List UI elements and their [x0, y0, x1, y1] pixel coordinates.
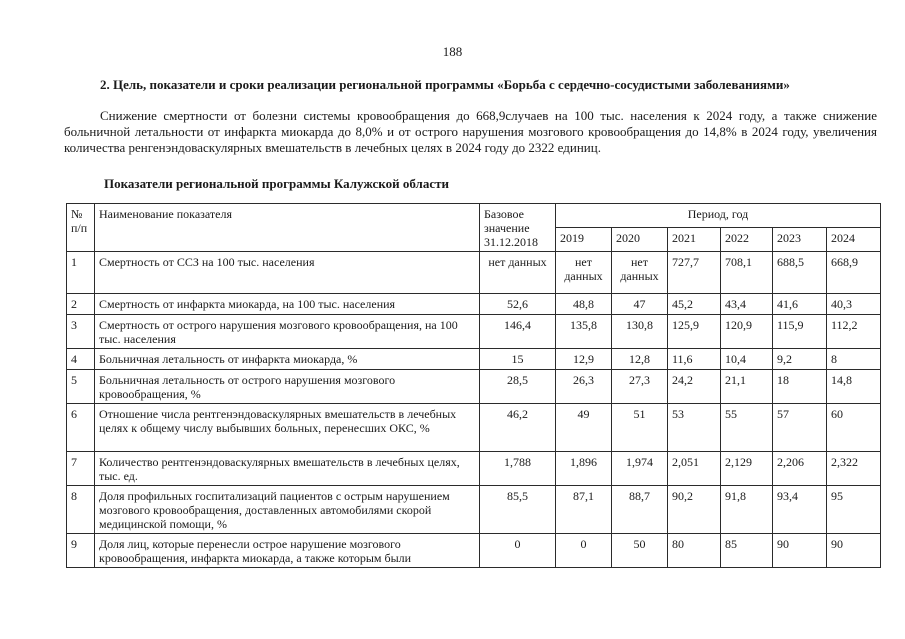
- row-value: 57: [773, 404, 827, 452]
- row-name: Смертность от острого нарушения мозгового кровообращения, на 100 тыс. населения: [95, 315, 480, 349]
- row-value: 120,9: [721, 315, 773, 349]
- table-row: [67, 404, 881, 452]
- table-row: [67, 452, 881, 486]
- page-number: 188: [442, 44, 463, 59]
- row-value: 115,9: [773, 315, 827, 349]
- row-name: Смертность от инфаркта миокарда, на 100 тыс. населения: [95, 294, 480, 315]
- row-value: 10,4: [721, 349, 773, 370]
- row-value: 26,3: [556, 370, 612, 404]
- row-name: Больничная летальность от инфаркта миокарда, %: [95, 349, 480, 370]
- row-name: Больничная летальность от острого нарушения мозгового кровообращения, %: [95, 370, 480, 404]
- row-value: 24,2: [668, 370, 721, 404]
- row-value: 1,896: [556, 452, 612, 486]
- row-number: 6: [67, 404, 95, 452]
- header-year: 2021: [668, 228, 721, 252]
- header-base: Базовое значение 31.12.2018: [480, 204, 556, 252]
- row-name: Доля лиц, которые перенесли острое нарушение мозгового кровообращения, инфаркта миокарда, а также которым были: [95, 534, 480, 568]
- row-value: 11,6: [668, 349, 721, 370]
- section-heading: 2. Цель, показатели и сроки реализации региональной программы «Борьба с сердечно-сосудистыми заболеваниями»: [100, 77, 790, 92]
- row-value: 91,8: [721, 486, 773, 534]
- row-value: 50: [612, 534, 668, 568]
- row-value: 40,3: [827, 294, 881, 315]
- row-value: 112,2: [827, 315, 881, 349]
- row-value: 708,1: [721, 252, 773, 294]
- row-base: нет данных: [480, 252, 556, 294]
- row-base: 146,4: [480, 315, 556, 349]
- row-base: 15: [480, 349, 556, 370]
- row-value: 2,051: [668, 452, 721, 486]
- header-name: Наименование показателя: [95, 204, 480, 252]
- row-value: 93,4: [773, 486, 827, 534]
- row-name: Отношение числа рентгенэндоваскулярных вмешательств в лечебных целях к общему числу выбывших больных, перенесших ОКС, %: [95, 404, 480, 452]
- table-row: [67, 252, 881, 294]
- table-row: [67, 294, 881, 315]
- row-value: 53: [668, 404, 721, 452]
- row-value: 130,8: [612, 315, 668, 349]
- table-row: [67, 349, 881, 370]
- row-value: 9,2: [773, 349, 827, 370]
- row-value: 55: [721, 404, 773, 452]
- row-value: 2,206: [773, 452, 827, 486]
- row-value: 47: [612, 294, 668, 315]
- row-value: 8: [827, 349, 881, 370]
- row-value: 1,974: [612, 452, 668, 486]
- row-value: 90,2: [668, 486, 721, 534]
- row-base: 28,5: [480, 370, 556, 404]
- row-number: 3: [67, 315, 95, 349]
- row-value: 688,5: [773, 252, 827, 294]
- row-value: 45,2: [668, 294, 721, 315]
- row-name: Доля профильных госпитализаций пациентов с острым нарушением мозгового кровообращения, доставленных автомобилями скорой медицинской помощи, %: [95, 486, 480, 534]
- row-value: нет данных: [612, 252, 668, 294]
- row-value: 12,9: [556, 349, 612, 370]
- table-row: [67, 486, 881, 534]
- row-value: 43,4: [721, 294, 773, 315]
- table-row: [67, 534, 881, 568]
- header-period: Период, год: [556, 204, 881, 228]
- row-value: 90: [773, 534, 827, 568]
- row-value: 41,6: [773, 294, 827, 315]
- row-number: 8: [67, 486, 95, 534]
- row-value: 727,7: [668, 252, 721, 294]
- row-value: 125,9: [668, 315, 721, 349]
- row-value: 14,8: [827, 370, 881, 404]
- row-base: 46,2: [480, 404, 556, 452]
- row-value: 90: [827, 534, 881, 568]
- row-value: 48,8: [556, 294, 612, 315]
- row-value: 12,8: [612, 349, 668, 370]
- row-value: 27,3: [612, 370, 668, 404]
- row-value: 21,1: [721, 370, 773, 404]
- table-row: [67, 315, 881, 349]
- row-number: 9: [67, 534, 95, 568]
- row-value: 18: [773, 370, 827, 404]
- row-value: 135,8: [556, 315, 612, 349]
- row-value: 0: [556, 534, 612, 568]
- intro-text: Снижение смертности от болезни системы кровообращения до 668,9случаев на 100 тыс. населения к 2024 году, а также снижение больничной летальности от инфаркта миокарда до 8,0% и от острого нарушения мозгового кровообращения до 14,8% в 2024 году, увеличения количества ренгенэндоваскулярных вмешательств в лечебных целях в 2024 году до 2322 единиц.: [64, 108, 877, 155]
- header-year: 2024: [827, 228, 881, 252]
- row-number: 4: [67, 349, 95, 370]
- table-row: [67, 370, 881, 404]
- row-value: 668,9: [827, 252, 881, 294]
- header-year: 2022: [721, 228, 773, 252]
- row-value: 49: [556, 404, 612, 452]
- row-number: 1: [67, 252, 95, 294]
- row-value: 60: [827, 404, 881, 452]
- row-name: Количество рентгенэндоваскулярных вмешательств в лечебных целях, тыс. ед.: [95, 452, 480, 486]
- row-value: 87,1: [556, 486, 612, 534]
- row-name: Смертность от ССЗ на 100 тыс. населения: [95, 252, 480, 294]
- row-base: 0: [480, 534, 556, 568]
- row-value: нет данных: [556, 252, 612, 294]
- row-number: 5: [67, 370, 95, 404]
- header-year: 2023: [773, 228, 827, 252]
- row-base: 52,6: [480, 294, 556, 315]
- header-number: № п/п: [67, 204, 95, 252]
- header-year: 2019: [556, 228, 612, 252]
- row-value: 80: [668, 534, 721, 568]
- row-value: 88,7: [612, 486, 668, 534]
- row-value: 95: [827, 486, 881, 534]
- row-number: 7: [67, 452, 95, 486]
- row-value: 85: [721, 534, 773, 568]
- row-base: 1,788: [480, 452, 556, 486]
- row-number: 2: [67, 294, 95, 315]
- row-base: 85,5: [480, 486, 556, 534]
- header-year: 2020: [612, 228, 668, 252]
- header-row-top: [67, 204, 881, 228]
- row-value: 2,322: [827, 452, 881, 486]
- row-value: 51: [612, 404, 668, 452]
- row-value: 2,129: [721, 452, 773, 486]
- indicators-table: [66, 203, 881, 568]
- table-title: Показатели региональной программы Калужской области: [104, 176, 449, 191]
- intro-paragraph: [64, 108, 877, 156]
